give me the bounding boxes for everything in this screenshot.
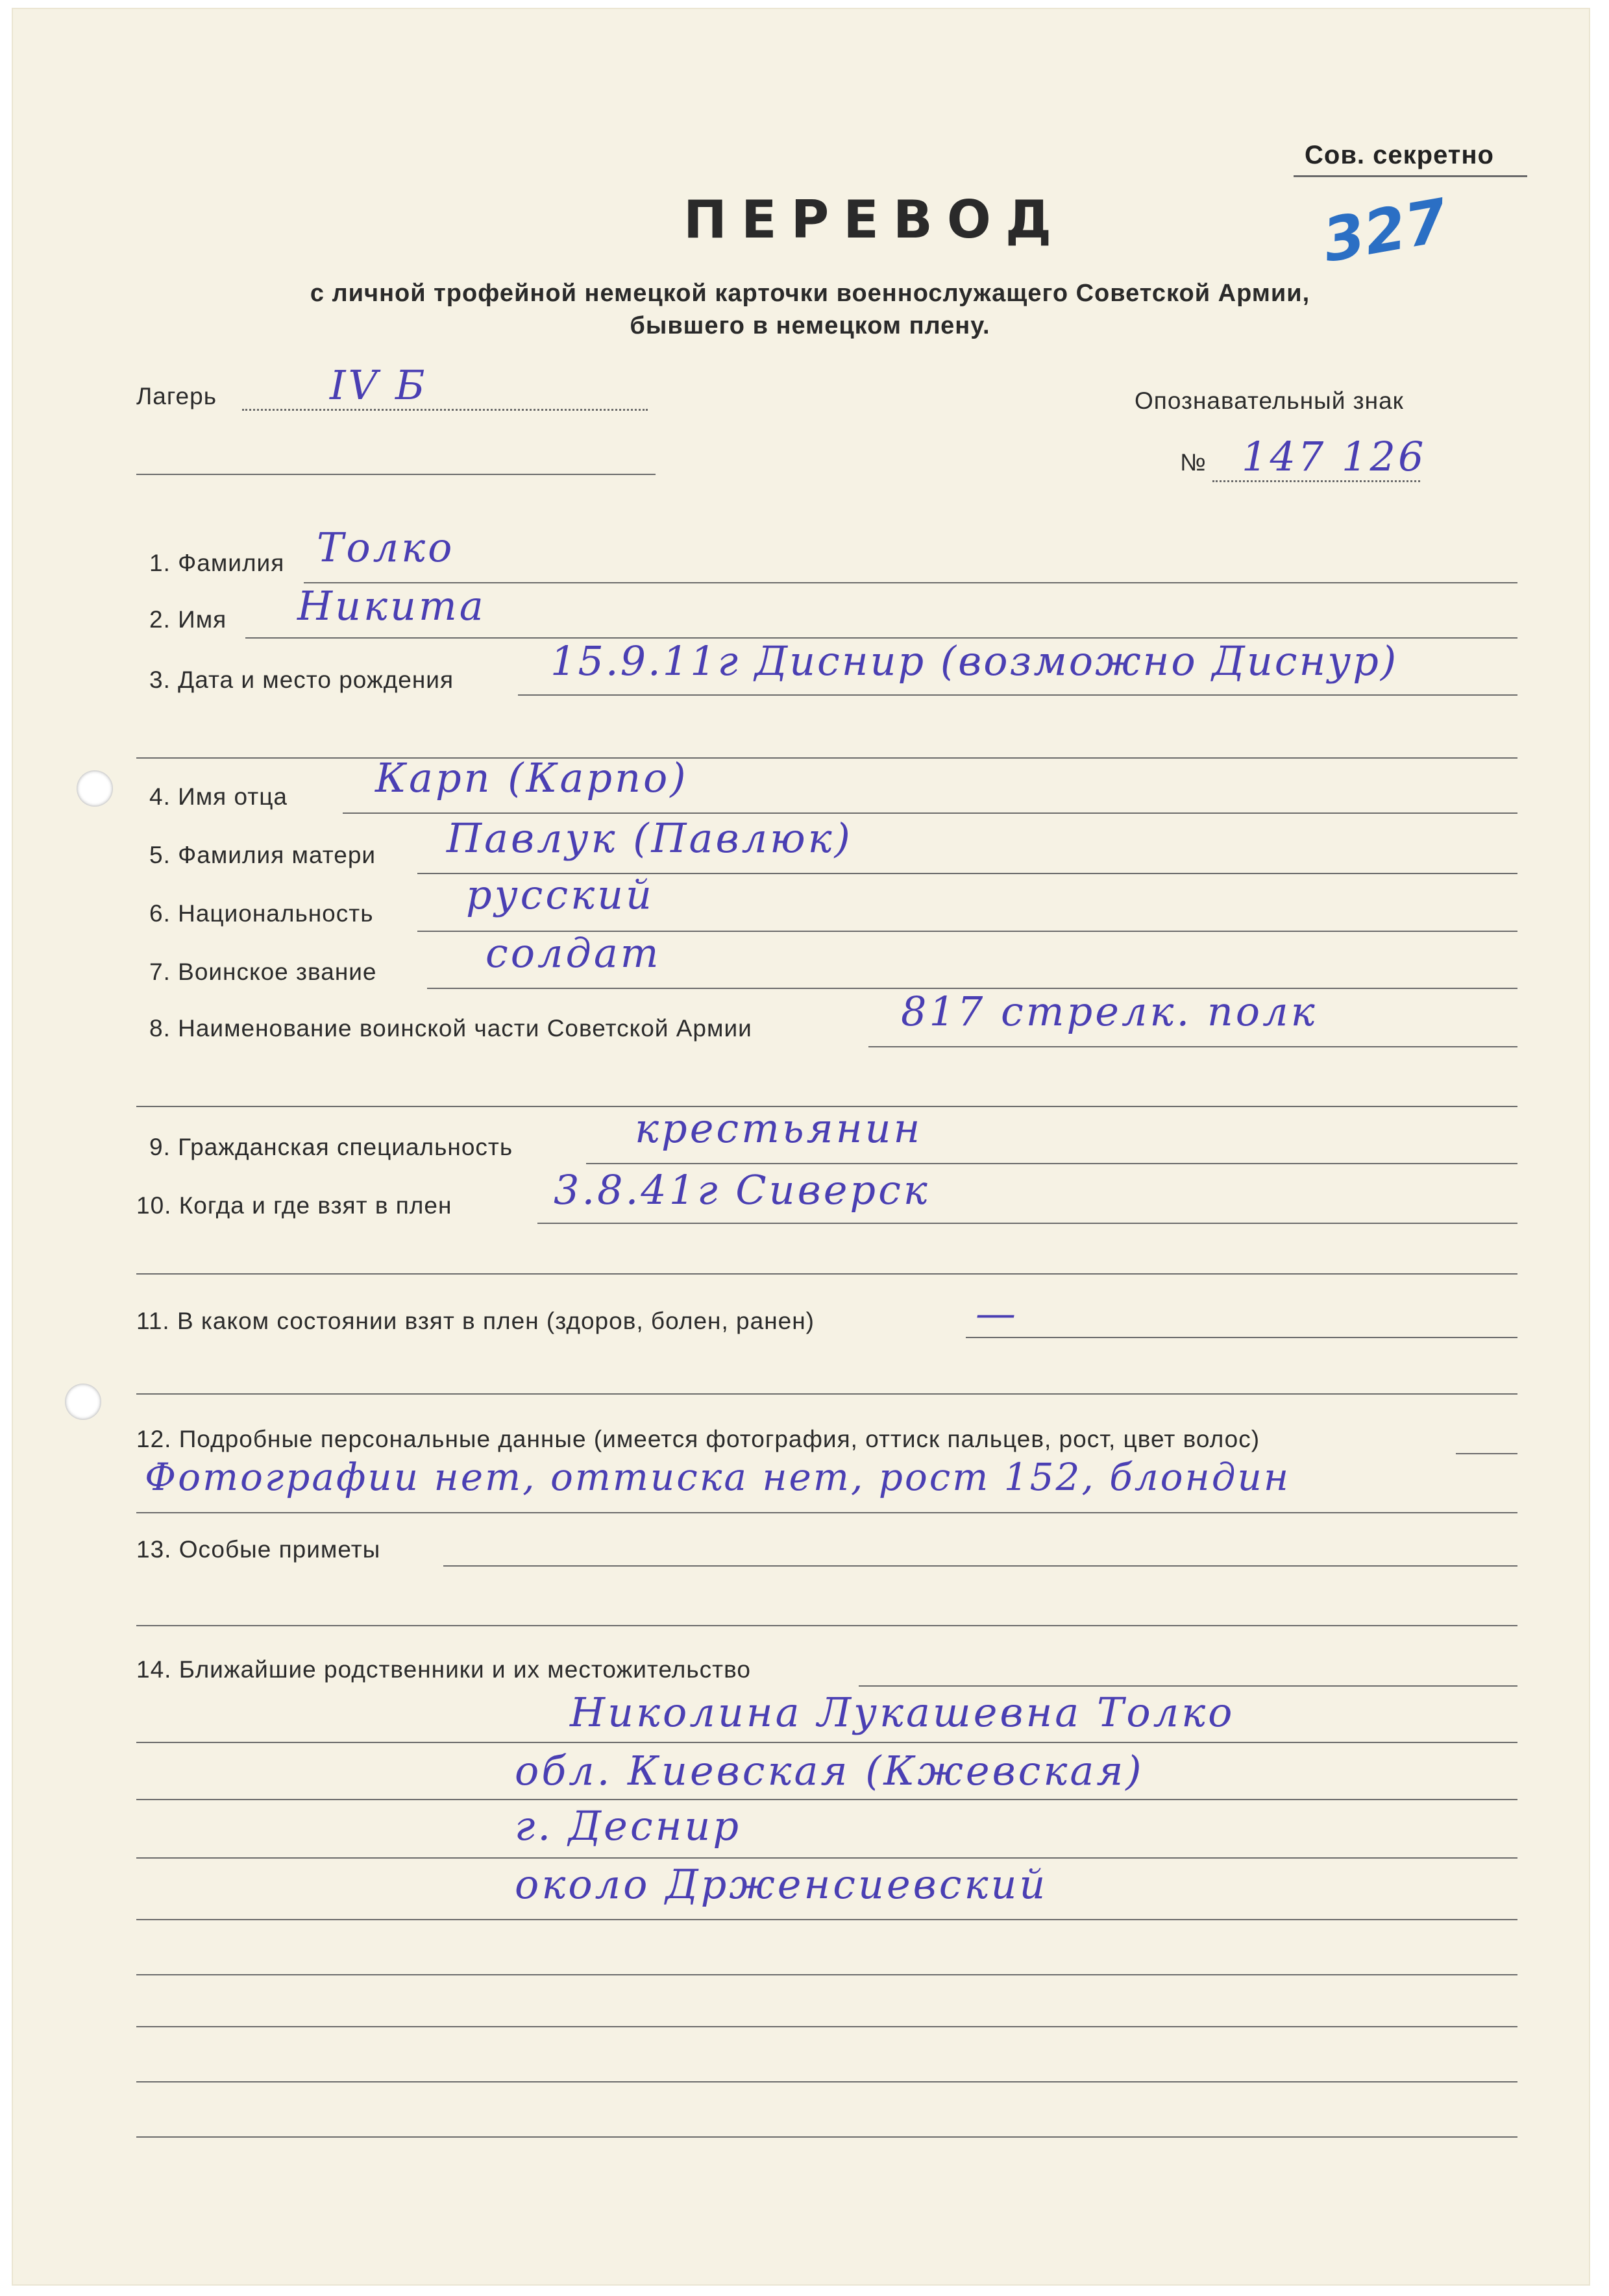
subtitle-line-1: с личной трофейной немецкой карточки военнослужащего Советской Армии, [310, 280, 1310, 307]
classification-underline [1294, 175, 1527, 177]
field-12-line [1456, 1453, 1517, 1454]
field-14-line [859, 1685, 1517, 1687]
relative-line-2: обл. Киевская (Кжевская) [515, 1747, 1144, 1794]
field-14-row-line-4 [136, 1919, 1517, 1920]
field-6-value: русский [466, 871, 654, 918]
field-11-value: — [976, 1289, 1018, 1337]
field-10-label: 10. Когда и где взят в плен [136, 1192, 452, 1219]
field-14-row-line-3 [136, 1857, 1517, 1859]
field-14-row-line-1 [136, 1742, 1517, 1743]
camp-label: Лагерь [136, 383, 217, 409]
field-4-line [343, 812, 1517, 814]
field-14-label: 14. Ближайшие родственники и их местожительство [136, 1656, 751, 1683]
field-3-value: 15.9.11г Диснир (возможно Диснур) [550, 637, 1399, 685]
field-11-label: 11. В каком состоянии взят в плен (здоров, болен, ранен) [136, 1308, 815, 1334]
field-7-label: 7. Воинское звание [149, 959, 377, 985]
field-9-line [586, 1163, 1517, 1164]
archive-number: 327 [1318, 186, 1453, 276]
relative-line-3: г. Деснир [515, 1802, 742, 1850]
field-10-line [537, 1223, 1517, 1224]
punch-hole-top [77, 770, 113, 807]
field-13-extra-line [136, 1625, 1517, 1626]
camp-value: IV Б [330, 361, 428, 409]
field-3-line [518, 694, 1517, 696]
field-1-value: Толко [317, 524, 455, 571]
document-sheet [12, 8, 1590, 2286]
field-6-label: 6. Национальность [149, 900, 374, 927]
field-14-row-line-8 [136, 2136, 1517, 2138]
field-13-line [443, 1565, 1517, 1567]
field-5-value: Павлук (Павлюк) [447, 814, 853, 862]
field-4-value: Карп (Карпо) [375, 754, 689, 801]
id-tag-underline [1212, 480, 1420, 482]
classification-stamp: Сов. секретно [1305, 141, 1494, 169]
page-subtitle [226, 277, 1394, 342]
field-14-row-line-2 [136, 1799, 1517, 1800]
field-13-label: 13. Особые приметы [136, 1536, 381, 1563]
field-10-value: 3.8.41г Сиверск [554, 1166, 930, 1214]
relative-line-4: около Држенсиевский [515, 1861, 1048, 1908]
page-title: ПЕРЕВОД [683, 189, 1066, 250]
field-8-value: 817 стрелк. полк [901, 988, 1318, 1035]
field-11-extra-line [136, 1393, 1517, 1395]
field-12-value: Фотографии нет, оттиска нет, рост 152, блондин [145, 1455, 1291, 1499]
field-1-label: 1. Фамилия [149, 550, 285, 576]
field-3-label: 3. Дата и место рождения [149, 666, 454, 693]
field-2-value: Никита [297, 582, 486, 629]
field-12-label: 12. Подробные персональные данные (имеется фотография, оттиск пальцев, рост, цвет волос) [136, 1426, 1260, 1452]
field-12-extra-line [136, 1512, 1517, 1513]
field-10-extra-line [136, 1273, 1517, 1275]
field-4-label: 4. Имя отца [149, 783, 288, 810]
id-tag-label: Опознавательный знак [1135, 387, 1404, 414]
field-8-label: 8. Наименование воинской части Советской Армии [149, 1015, 752, 1042]
field-11-line [966, 1337, 1517, 1338]
camp-underline [242, 409, 648, 411]
punch-hole-bottom [65, 1384, 101, 1420]
id-tag-number-label: № [1180, 449, 1207, 476]
field-14-row-line-6 [136, 2026, 1517, 2027]
id-tag-value: 147 126 [1242, 433, 1427, 480]
field-7-value: солдат [485, 929, 661, 977]
field-5-label: 5. Фамилия матери [149, 842, 376, 868]
camp-extra-line [136, 474, 656, 475]
field-14-row-line-7 [136, 2081, 1517, 2082]
field-8-line [868, 1046, 1517, 1047]
field-2-label: 2. Имя [149, 606, 227, 633]
relative-line-1: Николина Лукашевна Толко [570, 1689, 1235, 1736]
field-9-label: 9. Гражданская специальность [149, 1134, 513, 1160]
field-3-extra-line [136, 757, 1517, 759]
field-9-value: крестьянин [635, 1105, 923, 1152]
subtitle-line-2: бывшего в немецком плену. [630, 312, 990, 339]
field-14-row-line-5 [136, 1974, 1517, 1975]
